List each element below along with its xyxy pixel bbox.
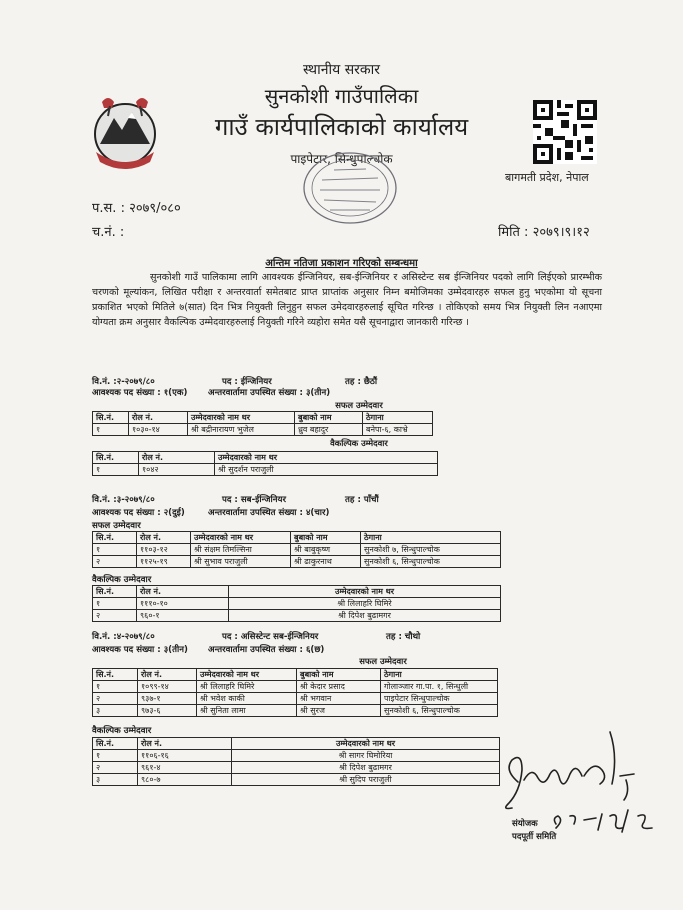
table-header-row — [93, 586, 501, 598]
section3-required: आवश्यक पद संख्या : ३(तीन) — [92, 645, 188, 655]
col-name: उम्मेदवारको नाम थर — [191, 532, 291, 544]
cell-serial: २ — [93, 556, 137, 568]
table-row — [93, 762, 500, 774]
cell-name: श्री संक्षम तिमल्सिना — [191, 544, 291, 556]
col-name: उम्मेदवारको नाम थर — [197, 669, 297, 681]
table-row — [93, 610, 501, 622]
col-address: ठेगाना — [381, 669, 498, 681]
section2-ad-number: वि.नं. :३-२०७९/८० — [92, 495, 155, 505]
cell-serial: १ — [93, 750, 138, 762]
col-serial: सि.नं. — [93, 532, 137, 544]
cell-name: श्री सुनिता लामा — [197, 705, 297, 717]
section2-interview: अन्तरवार्तामा उपस्थित संख्या : ४(चार) — [208, 508, 330, 518]
cell-address: पाइपेटार सिन्धुपाल्चोक — [381, 693, 498, 705]
section2-success-table — [92, 531, 501, 568]
col-roll: रोल नं. — [138, 669, 197, 681]
cell-serial: २ — [93, 610, 137, 622]
cell-father: श्री बाबुकृष्ण — [291, 544, 361, 556]
section2-level: तह : पाँचौं — [345, 495, 379, 505]
cell-father: श्री केदार प्रसाद — [297, 681, 381, 693]
cell-address: सुनकोशी ६, सिन्धुपाल्चोक — [361, 556, 501, 568]
cell-roll: ९३७-१ — [138, 693, 197, 705]
section3-interview: अन्तरवार्तामा उपस्थित संख्या : ६(छ) — [208, 645, 325, 655]
section1-success-table — [92, 411, 433, 436]
section3-level: तह : चौथो — [386, 632, 421, 642]
col-serial: सि.नं. — [93, 669, 138, 681]
col-father: बुबाको नाम — [295, 412, 363, 424]
cell-address: सुनकोशी ७, सिन्धुपाल्चोक — [361, 544, 501, 556]
section1-level: तह : छैठौं — [345, 377, 378, 387]
cell-father: श्री सुरज — [297, 705, 381, 717]
cell-serial: १ — [93, 464, 139, 476]
table-row — [93, 556, 501, 568]
notice-body: सुनकोशी गाउँ पालिकामा लागि आवश्यक ईन्जिनियर, सब-ईन्जिनियर र असिस्टेन्ट सब ईन्जिनियर पदको लागि लिईएको प्रारम्भीक चरणको मूल्यांकन, लिखित परीक्षा र अन्तरवार्ता समेतबाट प्राप्त प्राप्तांक अनुसार निम्न बमोजिमका उम्मेदवारहरु सफल हुनु भएकोमा यो सूचना प्रकाशित भएको मितिले ७(सात) दिन भित्र नियुक्ती लिनुहुन सफल उमेदवारहरुलाई सूचित गरिन्छ । तोकिएको समय भित्र नियुक्ती लिन नआएमा योग्यता क्रम अनुसार वैकल्पिक उम्मेदवारहरुलाई नियुक्ती गरिने व्यहोरा समेत यसै सूचनाद्वारा जानकारी गरिन्छ । — [92, 272, 602, 328]
dispatch-number: च.नं. : — [92, 225, 125, 240]
col-roll: रोल नं. — [139, 452, 215, 464]
section2-alt-caption: वैकल्पिक उम्मेदवार — [92, 575, 152, 585]
section1-post: पद : ईन्जिनियर — [222, 377, 272, 387]
cell-name: श्री भवेश काकी — [197, 693, 297, 705]
col-name: उम्मेदवारको नाम थर — [215, 452, 438, 464]
section1-interview: अन्तरवार्तामा उपस्थित संख्या : ३(तीन) — [208, 388, 331, 398]
cell-roll: ११०६-१६ — [138, 750, 232, 762]
cell-father: श्री भगवान — [297, 693, 381, 705]
section3-ad-number: वि.नं. :४-२०७९/८० — [92, 632, 155, 642]
cell-serial: १ — [93, 424, 129, 436]
cell-name: श्री लिलाहरि घिमिरे — [229, 598, 501, 610]
section3-post: पद : असिस्टेन्ट सब-ईन्जिनियर — [222, 632, 319, 642]
section1-success-caption: सफल उम्मेदवार — [335, 400, 383, 410]
cell-father: श्री ढाकुरनाथ — [291, 556, 361, 568]
cell-roll: ९६१-४ — [138, 762, 232, 774]
header-local-government: स्थानीय सरकार — [303, 62, 380, 78]
cell-roll: १११०-१० — [137, 598, 229, 610]
cell-name: श्री सुभाव पराजुली — [191, 556, 291, 568]
cell-roll: १०३०-१४ — [129, 424, 188, 436]
cell-serial: २ — [93, 762, 138, 774]
table-row — [93, 544, 501, 556]
table-row — [93, 681, 498, 693]
signatory-role: संयोजक — [512, 819, 538, 829]
cell-roll: ९८०-७ — [138, 774, 232, 786]
section2-post: पद : सब-ईन्जिनियर — [222, 495, 287, 505]
cell-roll: १०९९-१४ — [138, 681, 197, 693]
cell-roll: १०४२ — [139, 464, 215, 476]
col-father: बुबाको नाम — [297, 669, 381, 681]
document-date: मिति : २०७९।९।१२ — [498, 225, 590, 240]
col-serial: सि.नं. — [93, 738, 138, 750]
header-municipality: सुनकोशी गाउँपालिका — [264, 84, 419, 108]
cell-roll: ९७३-६ — [138, 705, 197, 717]
cell-serial: १ — [93, 598, 137, 610]
col-address: ठेगाना — [363, 412, 433, 424]
cell-roll: ११०३-१२ — [137, 544, 191, 556]
cell-name: श्री सुदर्शन पराजुली — [215, 464, 438, 476]
cell-serial: ३ — [93, 774, 138, 786]
cell-serial: १ — [93, 544, 137, 556]
table-header-row — [93, 738, 500, 750]
cell-name: श्री दिपेश बुढामगर — [232, 762, 500, 774]
table-header-row — [93, 452, 438, 464]
cell-name: श्री लिलाहरि घिमिरे — [197, 681, 297, 693]
table-row — [93, 598, 501, 610]
province-label: बागमती प्रदेश, नेपाल — [505, 171, 589, 184]
section1-ad-number: वि.नं. :२-२०७९/८० — [92, 377, 155, 387]
cell-serial: ३ — [93, 705, 138, 717]
cell-name: श्री बद्रीनारायण भुजेल — [188, 424, 295, 436]
table-row — [93, 424, 433, 436]
col-roll: रोल नं. — [138, 738, 232, 750]
col-address: ठेगाना — [361, 532, 501, 544]
cell-address: सुनकोशी ६, सिन्धुपाल्चोक — [381, 705, 498, 717]
notice-subject: अन्तिम नतिजा प्रकाशन गरिएको सम्बन्धमा — [265, 258, 418, 269]
cell-serial: १ — [93, 681, 138, 693]
section1-required: आवश्यक पद संख्या : १(एक) — [92, 388, 188, 398]
section3-alt-table — [92, 737, 500, 786]
table-row — [93, 693, 498, 705]
office-seal-stamp — [300, 150, 400, 228]
col-name: उम्मेदवारको नाम थर — [188, 412, 295, 424]
cell-roll: ९६०-१ — [137, 610, 229, 622]
reference-number: प.स. : २०७९/०८० — [92, 201, 181, 216]
cell-name: श्री सुदिप पराजुली — [232, 774, 500, 786]
section2-required: आवश्यक पद संख्या : २(दुई) — [92, 508, 185, 518]
cell-roll: ११२५-१९ — [137, 556, 191, 568]
table-row — [93, 750, 500, 762]
col-father: बुबाको नाम — [291, 532, 361, 544]
cell-serial: २ — [93, 693, 138, 705]
col-roll: रोल नं. — [137, 532, 191, 544]
col-name: उम्मेदवारको नाम थर — [229, 586, 501, 598]
col-roll: रोल नं. — [137, 586, 229, 598]
table-header-row — [93, 532, 501, 544]
table-row — [93, 705, 498, 717]
signatory-committee: पदपूर्ती समिति — [512, 832, 557, 842]
section1-alt-table — [92, 451, 438, 476]
section2-success-caption: सफल उम्मेदवार — [92, 521, 141, 531]
section3-alt-caption: वैकल्पिक उम्मेदवार — [92, 726, 152, 736]
cell-father: ध्रुव बहादुर — [295, 424, 363, 436]
col-serial: सि.नं. — [93, 586, 137, 598]
header-address: पाइपेटार, सिन्धुपाल्चोक — [290, 152, 393, 166]
cell-address: गोलाञ्जार गा.पा. १, सिन्धुली — [381, 681, 498, 693]
table-header-row — [93, 669, 498, 681]
section2-alt-table — [92, 585, 501, 622]
col-roll: रोल नं. — [129, 412, 188, 424]
col-serial: सि.नं. — [93, 452, 139, 464]
col-name: उम्मेदवारको नाम थर — [232, 738, 500, 750]
table-row — [93, 464, 438, 476]
cell-name: श्री दिपेश बुढामगर — [229, 610, 501, 622]
cell-name: श्री सागर घिमोरिया — [232, 750, 500, 762]
section3-success-caption: सफल उम्मेदवार — [359, 656, 407, 666]
header-office: गाउँ कार्यपालिकाको कार्यालय — [214, 113, 469, 141]
cell-address: बनेपा-६, काभ्रे — [363, 424, 433, 436]
section3-success-table — [92, 668, 498, 717]
table-header-row — [93, 412, 433, 424]
table-row — [93, 774, 500, 786]
section1-alt-caption: वैकल्पिक उम्मेदवार — [330, 438, 388, 448]
col-serial: सि.नं. — [93, 412, 129, 424]
